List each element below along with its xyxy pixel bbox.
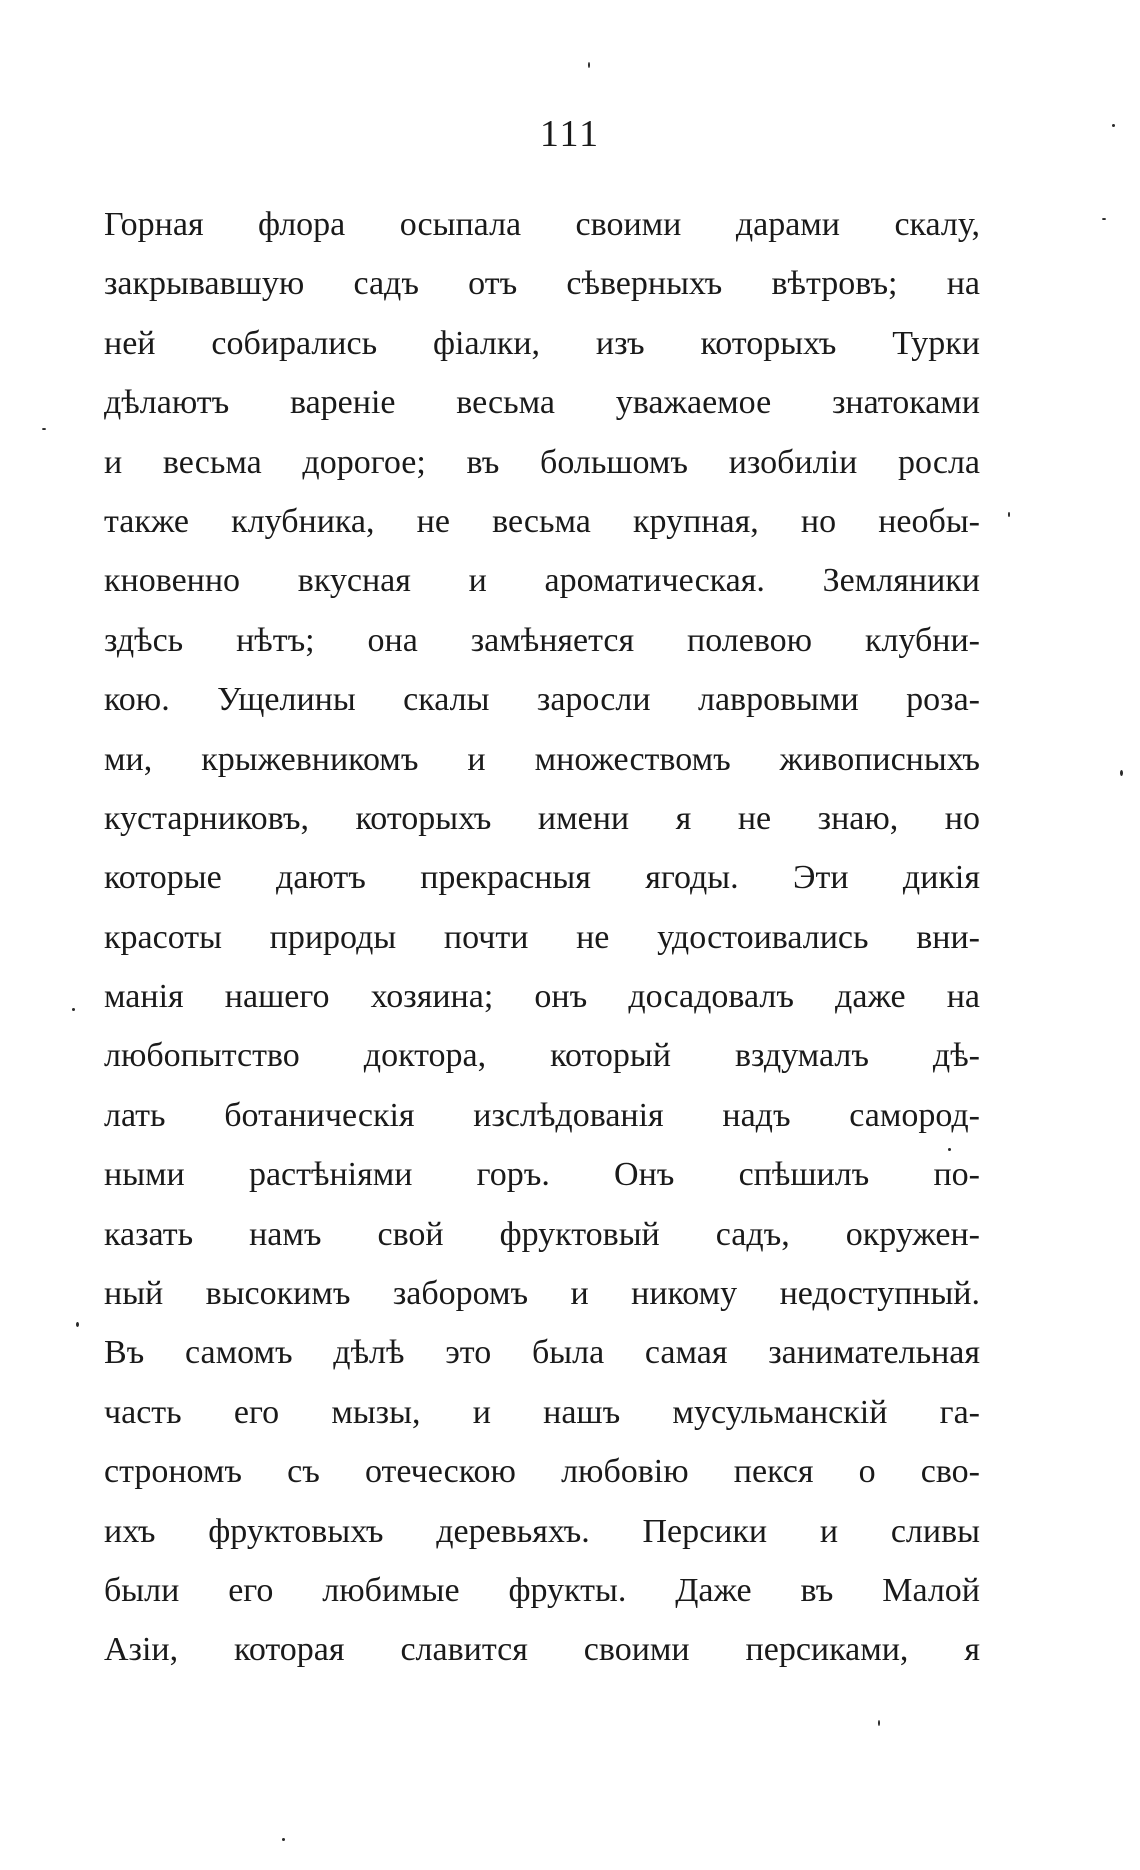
print-speck <box>76 1322 79 1327</box>
text-line: Азіи, которая славится своими персиками, я <box>104 1631 980 1669</box>
text-line: были его любимые фрукты. Даже въ Малой <box>104 1571 980 1609</box>
text-line: Въ самомъ дѣлѣ это была самая занимательная <box>104 1334 980 1372</box>
text-line: ихъ фруктовыхъ деревьяхъ. Персики и сливы <box>104 1512 980 1550</box>
print-speck <box>1102 218 1106 220</box>
text-line: любопытство доктора, который вздумалъ дѣ- <box>104 1037 980 1075</box>
text-line: казать намъ свой фруктовый садъ, окружен- <box>104 1215 980 1253</box>
print-speck <box>1120 770 1123 776</box>
text-line: лать ботаническія изслѣдованія надъ самород- <box>104 1096 980 1134</box>
text-line: ней собирались фіалки, изъ которыхъ Турки <box>104 324 980 362</box>
text-line: также клубника, не весьма крупная, но необы- <box>104 502 980 540</box>
print-speck <box>1112 124 1115 127</box>
text-line: Горная флора осыпала своими дарами скалу, <box>104 206 980 243</box>
print-speck <box>1008 512 1010 517</box>
text-line: кустарниковъ, которыхъ имени я не знаю, но <box>104 799 980 837</box>
print-speck <box>588 62 590 68</box>
print-speck <box>42 428 46 430</box>
text-line: закрывавшую садъ отъ сѣверныхъ вѣтровъ; на <box>104 265 980 303</box>
text-line: которые даютъ прекрасныя ягоды. Эти дикія <box>104 859 980 897</box>
text-line: красоты природы почти не удостоивались вни- <box>104 918 980 956</box>
print-speck <box>878 1720 880 1726</box>
text-line: часть его мызы, и нашъ мусульманскій га- <box>104 1393 980 1431</box>
text-line: кновенно вкусная и ароматическая. Земляники <box>104 562 980 600</box>
text-line: кою. Ущелины скалы заросли лавровыми роза- <box>104 681 980 719</box>
text-line: ми, крыжевникомъ и множествомъ живописныхъ <box>104 740 980 778</box>
text-line: манія нашего хозяина; онъ досадовалъ даже на <box>104 978 980 1016</box>
body-text <box>104 195 980 1680</box>
text-line: здѣсь нѣтъ; она замѣняется полевою клубни- <box>104 621 980 659</box>
text-line: и весьма дорогое; въ большомъ изобиліи росла <box>104 443 980 481</box>
print-speck <box>72 1008 75 1011</box>
text-line: дѣлаютъ вареніе весьма уважаемое знатоками <box>104 384 980 422</box>
text-line: ными растѣніями горъ. Онъ спѣшилъ по- <box>104 1156 980 1194</box>
page-number: 111 <box>539 113 601 155</box>
print-speck <box>948 1148 951 1151</box>
text-line: ный высокимъ заборомъ и никому недоступный. <box>104 1275 980 1313</box>
text-line: строномъ съ отеческою любовію пекся о сво- <box>104 1453 980 1491</box>
print-speck <box>282 1838 285 1841</box>
